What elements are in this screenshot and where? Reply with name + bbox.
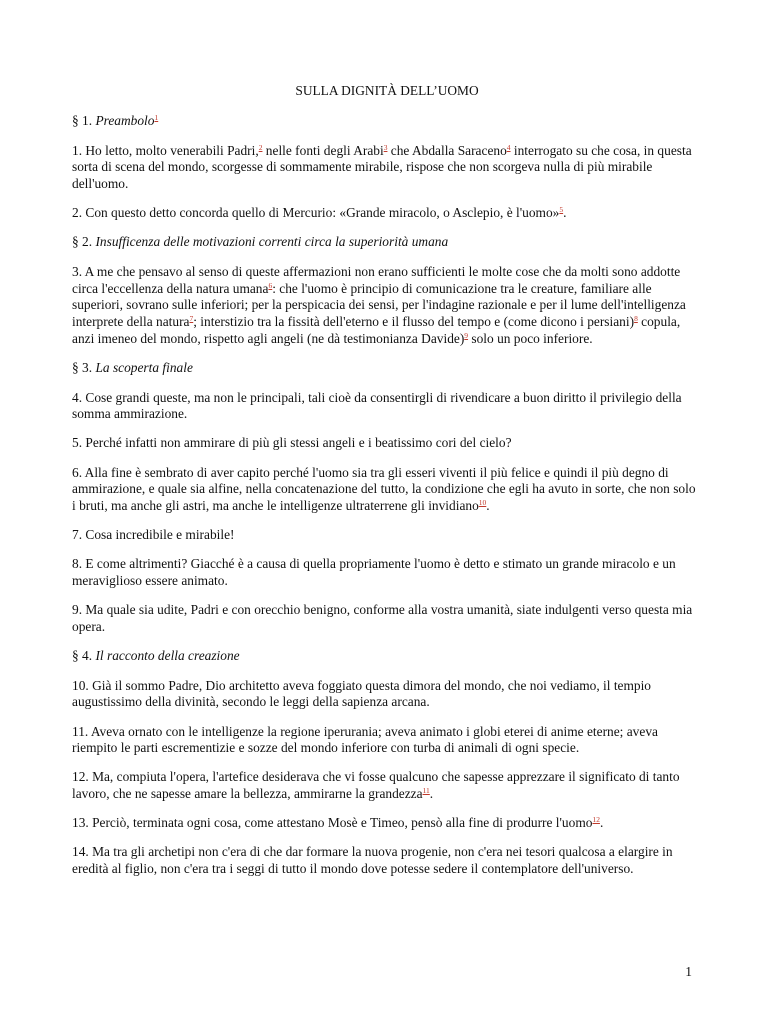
section-heading bbox=[72, 113, 702, 130]
section-heading bbox=[72, 360, 702, 377]
paragraph-text: nelle fonti degli Arabi bbox=[262, 142, 384, 158]
footnote-link[interactable]: 7 bbox=[189, 313, 194, 323]
paragraph-text: interrogato su che cosa, in questa sorta di scena del mondo, scorgesse di sommamente mirabile, rispose che non scorgeva nulla di più mirabile dell'uomo. bbox=[72, 142, 692, 191]
footnote-link[interactable]: 3 bbox=[383, 142, 388, 152]
document-title: SULLA DIGNITÀ DELL’UOMO bbox=[295, 83, 479, 98]
paragraph-text: solo un poco inferiore. bbox=[468, 330, 593, 346]
section-number: § 4. bbox=[72, 647, 93, 663]
paragraph-text: . bbox=[429, 785, 434, 801]
paragraph bbox=[72, 602, 702, 635]
section-number: § 3. bbox=[72, 359, 93, 375]
section-number: § 1. bbox=[72, 112, 93, 128]
paragraph-text: 7. Cosa incredibile e mirabile! bbox=[72, 527, 235, 543]
paragraph-text: 2. Con questo detto concorda quello di Mercurio: «Grande miracolo, o Asclepio, è l'uomo» bbox=[72, 204, 560, 220]
footnote-link[interactable]: 2 bbox=[258, 142, 263, 152]
paragraph-text: copula, anzi imeneo del mondo, rispetto agli angeli (ne dà testimonianza Davide) bbox=[72, 313, 681, 346]
footnote-link[interactable]: 6 bbox=[268, 280, 273, 290]
paragraph-text: 13. Perciò, terminata ogni cosa, come attestano Mosè e Timeo, pensò alla fine di produrre l'uomo bbox=[72, 815, 593, 831]
paragraph bbox=[72, 264, 702, 347]
paragraph-text: 6. Alla fine è sembrato di aver capito perché l'uomo sia tra gli esseri viventi il più felice e quindi il più degno di ammirazione, e quale sia alfine, nella concatenazione del tutto, la condizione che egli ha avuto in sorte, che non solo i bruti, ma anche gli astri, ma anche le intelligenze ultraterrene gli invidiano bbox=[72, 464, 696, 513]
footnote-link[interactable]: 4 bbox=[506, 142, 511, 152]
footnote-link[interactable]: 9 bbox=[464, 330, 469, 340]
paragraph-text: . bbox=[599, 815, 604, 831]
footnote-link[interactable]: 11 bbox=[422, 785, 430, 795]
paragraph-text: . bbox=[486, 497, 490, 513]
paragraph bbox=[72, 815, 702, 832]
paragraph bbox=[72, 435, 702, 452]
paragraph bbox=[72, 556, 702, 589]
footnote-link[interactable]: 10 bbox=[478, 497, 487, 507]
paragraph bbox=[72, 678, 702, 711]
section-heading bbox=[72, 234, 702, 251]
text-blocks bbox=[72, 113, 702, 878]
paragraph-text: : che l'uomo è principio di comunicazione tra le creature, familiare alle superiori, sovrano sulle inferiori; per la perspicacia dei sensi, per l'indagine razionale e per il lume dell'intelligenza interprete della natura bbox=[72, 280, 686, 329]
paragraph-text: 11. Aveva ornato con le intelligenze la regione iperurania; aveva animato i globi eterei di anime eterne; aveva riempito le parti escrementizie e sozze del mondo inferiore con turba di animali di ogni specie. bbox=[72, 723, 658, 756]
paragraph-text: ; interstizio tra la fissità dell'eterno e il flusso del tempo e (come dicono i persiani) bbox=[193, 313, 635, 329]
footnote-link[interactable]: 5 bbox=[559, 204, 564, 214]
paragraph-text: 8. E come altrimenti? Giacché è a causa di quella propriamente l'uomo è detto e stimato un grande miracolo e un meraviglioso essere animato. bbox=[72, 556, 676, 588]
paragraph bbox=[72, 527, 702, 544]
paragraph bbox=[72, 390, 702, 423]
footnote-link[interactable]: 12 bbox=[592, 815, 600, 825]
paragraph bbox=[72, 205, 702, 222]
paragraph bbox=[72, 844, 702, 877]
paragraph bbox=[72, 769, 702, 802]
section-title: Preambolo bbox=[95, 112, 155, 128]
section-title: La scoperta finale bbox=[95, 359, 193, 375]
paragraph-text: 9. Ma quale sia udite, Padri e con orecchio benigno, conforme alla vostra umanità, siate indulgenti verso questa mia opera. bbox=[72, 601, 693, 634]
paragraph bbox=[72, 143, 702, 193]
document-body bbox=[72, 83, 702, 890]
page-number: 1 bbox=[685, 964, 692, 979]
paragraph-text: che Abdalla Saraceno bbox=[387, 142, 507, 158]
section-title: Insufficenza delle motivazioni correnti circa la superiorità umana bbox=[95, 234, 449, 250]
paragraph-text: 14. Ma tra gli archetipi non c'era di che dar formare la nuova progenie, non c'era nei tesori qualcosa a elargire in eredità al figlio, non c'era tra i seggi di tutto il mondo dove potesse sedere il contemplatore dell'universo. bbox=[72, 844, 673, 876]
footnote-link[interactable]: 8 bbox=[634, 313, 638, 323]
section-heading bbox=[72, 648, 702, 665]
paragraph-text: 12. Ma, compiuta l'opera, l'artefice desiderava che vi fosse qualcuno che sapesse apprezzare il significato di tanto lavoro, che ne sapesse amare la bellezza, ammirarne la grandezza bbox=[72, 769, 680, 801]
footnote-link[interactable]: 1 bbox=[154, 112, 159, 122]
paragraph bbox=[72, 724, 702, 757]
paragraph-text: 4. Cose grandi queste, ma non le principali, tali cioè da consentirgli di rivendicare a buon diritto il privilegio della somma ammirazione. bbox=[72, 389, 682, 422]
paragraph-text: . bbox=[563, 204, 567, 220]
section-title: Il racconto della creazione bbox=[95, 647, 240, 663]
paragraph bbox=[72, 465, 702, 515]
paragraph-text: 5. Perché infatti non ammirare di più gli stessi angeli e i beatissimo cori del cielo? bbox=[72, 435, 512, 451]
paragraph-text: 10. Già il sommo Padre, Dio architetto aveva foggiato questa dimora del mondo, che noi vediamo, il tempio augustissimo della divinità, secondo le leggi della sapienza arcana. bbox=[72, 677, 652, 710]
section-number: § 2. bbox=[72, 234, 93, 250]
paragraph-text: 3. A me che pensavo al senso di queste affermazioni non erano sufficienti le molte cose che da molti sono addotte circa l'eccellenza della natura umana bbox=[72, 264, 681, 296]
paragraph-text: 1. Ho letto, molto venerabili Padri, bbox=[72, 142, 259, 158]
